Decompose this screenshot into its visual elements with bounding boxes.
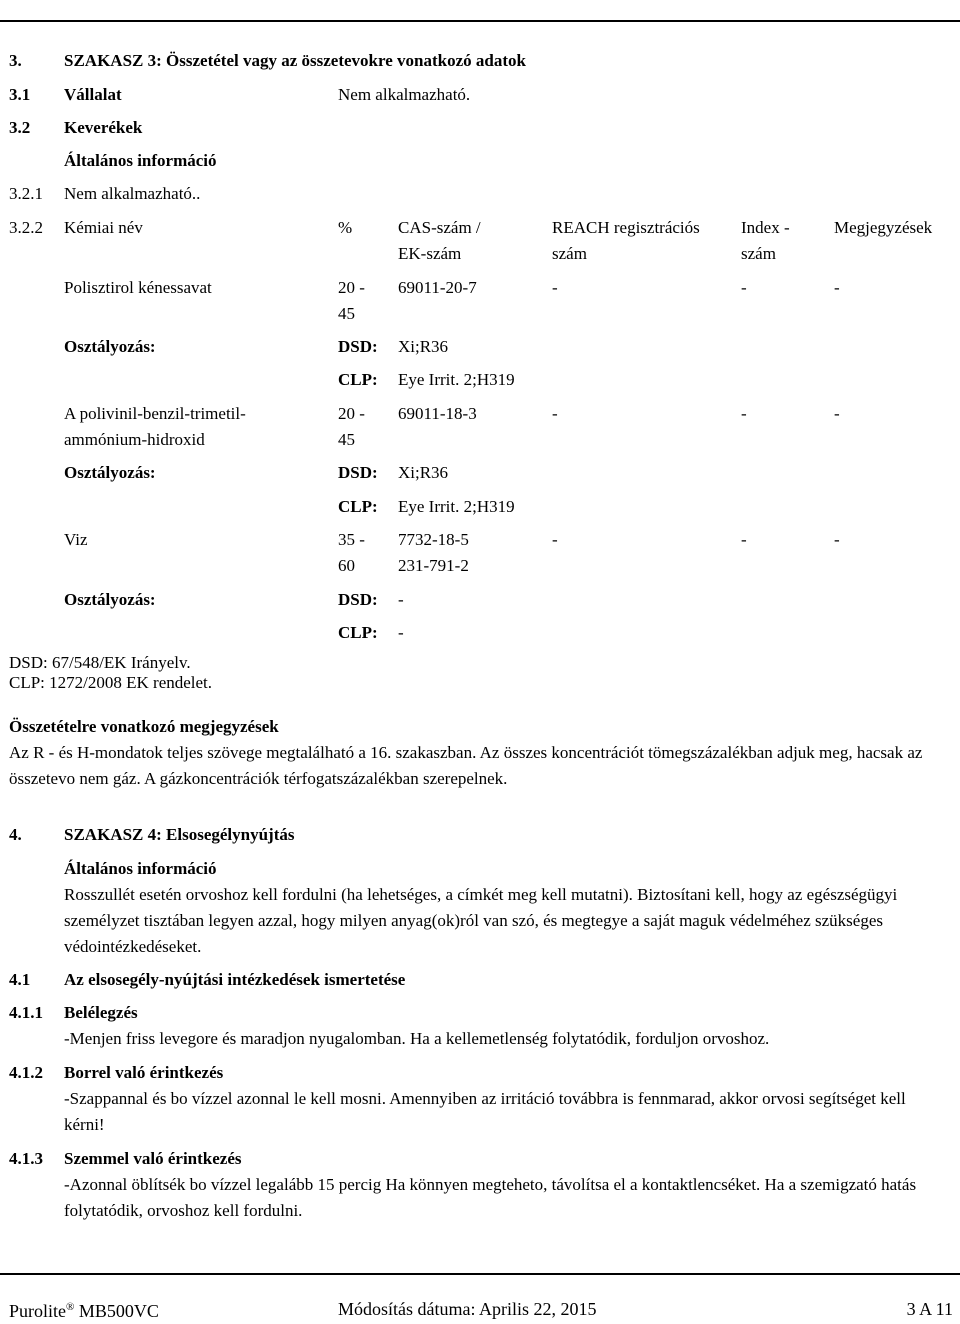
- section3-number: 3.: [9, 51, 22, 70]
- s411-title: Belélegzés: [64, 1003, 138, 1022]
- s32-label: Keverékek: [64, 118, 143, 137]
- s4-general-text: Rosszullét esetén orvoshoz kell fordulni (ha lehetséges, a címkét meg kell mutatni). Biztosítani kell, hogy az egészségügyi személyzet tisztában legyen azzal, hogy milyen anyag(ok)ról van szó, és megtegye a saját maguk védelméhez szükséges védointézkedéseket.: [64, 885, 898, 956]
- s32-number: 3.2: [9, 118, 31, 137]
- row3-name: Viz: [64, 530, 88, 549]
- remarks-title: Összetételre vonatkozó megjegyzések: [9, 717, 279, 736]
- row3-dsd-value: -: [398, 590, 404, 609]
- col-header-reach-szam: szám: [552, 244, 587, 263]
- s321-number: 3.2.1: [9, 184, 43, 203]
- footer-rule: [0, 1273, 960, 1275]
- row3-cas: 7732-18-5: [398, 530, 469, 549]
- s31-number: 3.1: [9, 85, 31, 104]
- row1-clp-value: Eye Irrit. 2;H319: [398, 370, 515, 389]
- section4-number: 4.: [9, 825, 22, 844]
- footnote-dsd: DSD: 67/548/EK Irányelv.: [9, 653, 191, 672]
- row2-name-2: ammónium-hidroxid: [64, 430, 205, 449]
- s322-number: 3.2.2: [9, 218, 43, 237]
- row2-notes: -: [834, 404, 840, 423]
- row1-index: -: [741, 278, 747, 297]
- row2-percent: 20 -: [338, 404, 365, 423]
- s412-number: 4.1.2: [9, 1063, 43, 1082]
- row2-clp-value: Eye Irrit. 2;H319: [398, 497, 515, 516]
- row3-percent: 35 -: [338, 530, 365, 549]
- row3-ek: 231-791-2: [398, 556, 469, 575]
- row1-class-label: Osztályozás:: [64, 337, 156, 356]
- row1-reach: -: [552, 278, 558, 297]
- col-header-cas: CAS-szám /: [398, 218, 481, 237]
- col-header-name: Kémiai név: [64, 218, 143, 237]
- row1-cas: 69011-20-7: [398, 278, 477, 297]
- col-header-cas-ek: EK-szám: [398, 244, 462, 263]
- s41-number: 4.1: [9, 970, 31, 989]
- s413-number: 4.1.3: [9, 1149, 43, 1168]
- section3-title: SZAKASZ 3: Összetétel vagy az összetevokre vonatkozó adatok: [64, 51, 526, 70]
- footer-product: [9, 1298, 159, 1324]
- section4-title: SZAKASZ 4: Elsosegélynyújtás: [64, 825, 295, 844]
- row1-name: Polisztirol kénessavat: [64, 278, 212, 297]
- s412-title: Borrel való érintkezés: [64, 1063, 224, 1082]
- remarks-text: Az R - és H-mondatok teljes szövege megtalálható a 16. szakaszban. Az összes koncentrációt tömegszázalékban adjuk meg, hacsak az összetevo nem gáz. A gázkoncentrációk térfogatszázalékban szerepelnek.: [9, 743, 923, 788]
- row3-percent-2: 60: [338, 556, 355, 575]
- row1-percent: 20 -: [338, 278, 365, 297]
- col-header-reach: REACH regisztrációs: [552, 218, 700, 237]
- row2-percent-2: 45: [338, 430, 355, 449]
- row3-dsd-label: DSD:: [338, 590, 378, 609]
- row3-reach: -: [552, 530, 558, 549]
- s412-text: -Szappannal és bo vízzel azonnal le kell mosni. Amennyiben az irritáció továbbra is fennmarad, akkor orvosi segítséget kell kérni!: [64, 1089, 906, 1134]
- row3-clp-label: CLP:: [338, 623, 378, 642]
- s4-general-info: Általános információ: [64, 859, 217, 878]
- footer-page-number: 3 A 11: [906, 1299, 953, 1319]
- row2-dsd-value: Xi;R36: [398, 463, 449, 482]
- footer-product-code: MB500VC: [78, 1301, 159, 1321]
- s41-title: Az elsosegély-nyújtási intézkedések ismertetése: [64, 970, 406, 989]
- s411-number: 4.1.1: [9, 1003, 43, 1022]
- row3-clp-value: -: [398, 623, 404, 642]
- row2-dsd-label: DSD:: [338, 463, 378, 482]
- col-header-percent: %: [338, 218, 353, 237]
- s321-value: Nem alkalmazható..: [64, 184, 201, 203]
- col-header-index: Index -: [741, 218, 790, 237]
- footer-revision-date: Módosítás dátuma: Aprilis 22, 2015: [338, 1299, 597, 1319]
- row3-notes: -: [834, 530, 840, 549]
- row2-cas: 69011-18-3: [398, 404, 477, 423]
- row1-dsd-value: Xi;R36: [398, 337, 449, 356]
- row3-class-label: Osztályozás:: [64, 590, 156, 609]
- registered-mark-icon: ®: [66, 1301, 75, 1313]
- s413-text: -Azonnal öblítsék bo vízzel legalább 15 percig Ha könnyen megteheto, távolítsa el a kontaktlencséket. Ha a szemigzató hatás folytatódik, orvoshoz kell fordulni.: [64, 1175, 917, 1220]
- s31-value: Nem alkalmazható.: [338, 85, 471, 104]
- s32-general-info: Általános információ: [64, 151, 217, 170]
- s411-text: -Menjen friss levegore és maradjon nyugalomban. Ha a kellemetlenség folytatódik, forduljon orvoshoz.: [64, 1029, 770, 1048]
- row2-reach: -: [552, 404, 558, 423]
- row3-index: -: [741, 530, 747, 549]
- footnote-clp: CLP: 1272/2008 EK rendelet.: [9, 673, 213, 692]
- row2-clp-label: CLP:: [338, 497, 378, 516]
- s413-title: Szemmel való érintkezés: [64, 1149, 242, 1168]
- row2-index: -: [741, 404, 747, 423]
- footer-brand: Purolite: [9, 1301, 66, 1321]
- row1-dsd-label: DSD:: [338, 337, 378, 356]
- row1-clp-label: CLP:: [338, 370, 378, 389]
- col-header-notes: Megjegyzések: [834, 218, 933, 237]
- row2-class-label: Osztályozás:: [64, 463, 156, 482]
- s31-label: Vállalat: [64, 85, 122, 104]
- col-header-index-szam: szám: [741, 244, 776, 263]
- row1-percent-2: 45: [338, 304, 355, 323]
- top-rule: [0, 20, 960, 22]
- row1-notes: -: [834, 278, 840, 297]
- row2-name: A polivinil-benzil-trimetil-: [64, 404, 246, 423]
